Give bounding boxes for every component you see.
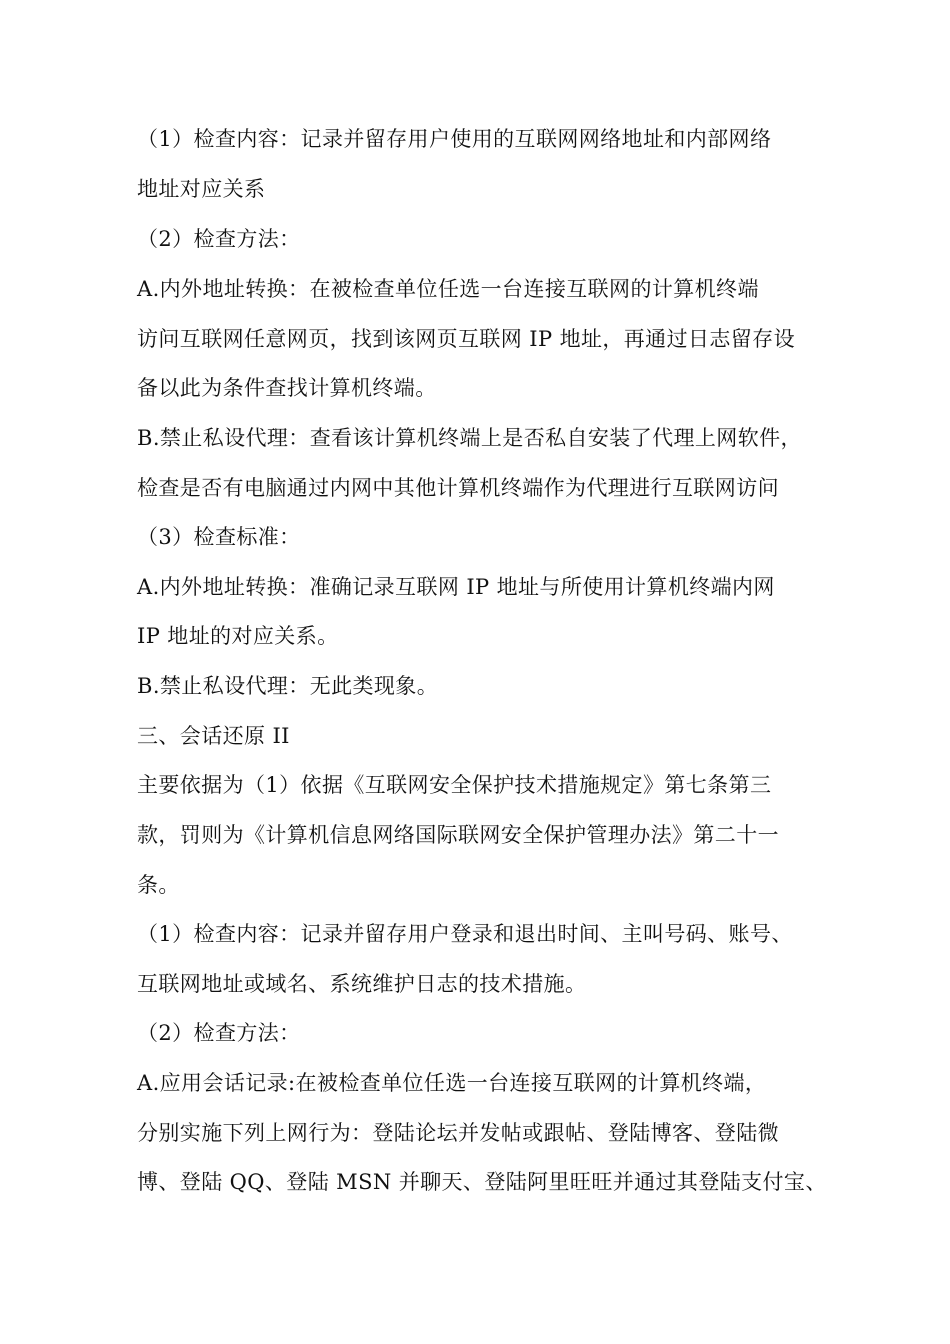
text-line: 备以此为条件查找计算机终端。 (137, 376, 437, 400)
text-line: 分别实施下列上网行为：登陆论坛并发帖或跟帖、登陆博客、登陆微 (137, 1121, 779, 1145)
text-line: A.内外地址转换：准确记录互联网 IP 地址与所使用计算机终端内网 (137, 575, 775, 599)
section-heading: 三、会话还原 II (137, 724, 290, 748)
text-line: 主要依据为（1）依据《互联网安全保护技术措施规定》第七条第三 (137, 773, 772, 797)
text-line: 款，罚则为《计算机信息网络国际联网安全保护管理办法》第二十一 (137, 823, 779, 847)
text-line: （1）检查内容：记录并留存用户使用的互联网网络地址和内部网络 (137, 127, 772, 151)
text-line: （1）检查内容：记录并留存用户登录和退出时间、主叫号码、账号、 (137, 922, 793, 946)
text-line: A.内外地址转换：在被检查单位任选一台连接互联网的计算机终端 (137, 277, 759, 301)
text-line: 条。 (137, 873, 180, 897)
text-line: B.禁止私设代理：无此类现象。 (137, 674, 439, 698)
text-line: 访问互联网任意网页，找到该网页互联网 IP 地址，再通过日志留存设 (137, 327, 795, 351)
text-line: 博、登陆 QQ、登陆 MSN 并聊天、登陆阿里旺旺并通过其登陆支付宝、 (137, 1170, 827, 1194)
text-line: （2）检查方法： (137, 1021, 301, 1045)
text-line: B.禁止私设代理：查看该计算机终端上是否私自安装了代理上网软件， (137, 426, 802, 450)
text-line: （3）检查标准： (137, 525, 301, 549)
text-line: 检查是否有电脑通过内网中其他计算机终端作为代理进行互联网访问 (137, 476, 779, 500)
text-line: 地址对应关系 (137, 177, 266, 201)
text-line: IP 地址的对应关系。 (137, 624, 339, 648)
text-line: A.应用会话记录:在被检查单位任选一台连接互联网的计算机终端， (137, 1071, 767, 1095)
text-line: （2）检查方法： (137, 227, 301, 251)
text-line: 互联网地址或域名、系统维护日志的技术措施。 (137, 972, 587, 996)
